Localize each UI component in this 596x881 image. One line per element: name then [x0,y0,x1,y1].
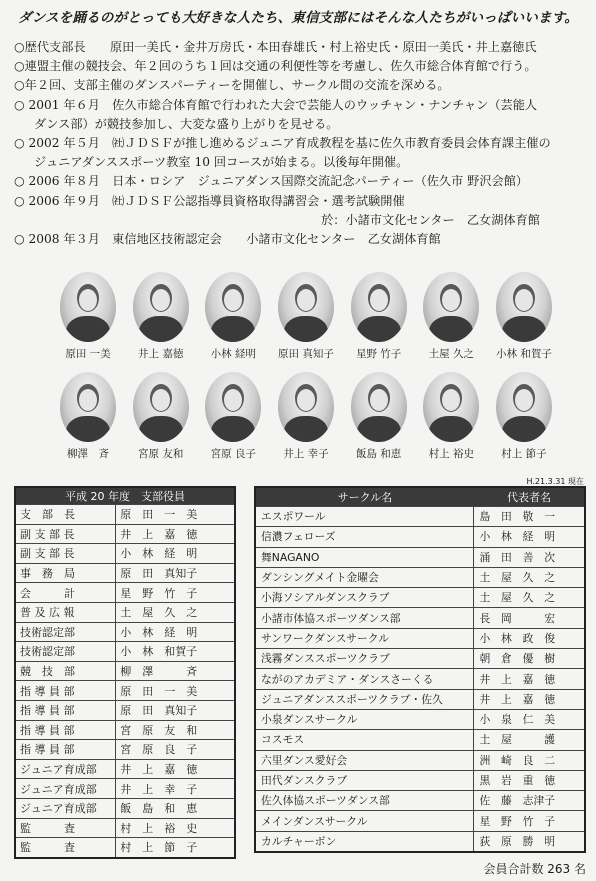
officer-row [15,681,235,701]
portrait-photo [423,372,479,442]
circle-row [255,608,585,628]
officer-name: 井 上 幸 子 [116,779,235,799]
officer-role: 副 支 部 長 [15,544,116,564]
as-of-date: H.21.3.31 現在 [526,477,584,486]
officer-role: 監 査 [15,818,116,838]
officer-name: 宮 原 友 和 [116,720,235,740]
officer-row [15,759,235,779]
circle-row [255,547,585,567]
photo-caption: 飯島 和恵 [355,448,402,460]
officer-row [15,583,235,603]
officer-role: 競 技 部 [15,661,116,681]
history-item: ○連盟主催の競技会、年２回のうち１回は交通の利便性等を考慮し、佐久市総合体育館で行う。 [14,59,537,74]
circle-representative: 井 上 嘉 徳 [474,669,585,689]
officer-photo-card [201,372,265,461]
portrait-photo [60,372,116,442]
circle-name: 浅霧ダンススポーツクラブ [255,649,474,669]
portrait-photo [133,372,189,442]
history-list [14,38,588,249]
history-item: 於：小諸市文化センター 乙女湖体育館 [321,212,540,227]
circle-row [255,507,585,527]
circle-representative: 土 屋 久 之 [474,588,585,608]
circle-representative: 小 泉 仁 美 [474,709,585,729]
officer-photo-card [56,372,120,461]
officer-row [15,622,235,642]
circle-representative: 涌 田 善 次 [474,547,585,567]
officer-role: 指 導 員 部 [15,720,116,740]
photo-caption: 土屋 久之 [428,348,474,360]
circles-header-name: サークル名 [255,487,474,507]
officer-name: 土 屋 久 之 [116,602,235,622]
circle-name: コスモス [255,730,474,750]
circle-representative: 井 上 嘉 徳 [474,689,585,709]
officer-photo-card [56,272,120,361]
officer-row [15,563,235,583]
portrait-photo [496,372,552,442]
photo-caption: 星野 竹子 [355,348,402,360]
circle-row [255,811,585,831]
portrait-photo [133,272,189,342]
photo-caption: 井上 嘉徳 [137,348,184,360]
officer-row [15,779,235,799]
circle-name: 信濃フェローズ [255,527,474,547]
officer-name: 飯 島 和 恵 [116,798,235,818]
officer-name: 小 林 経 明 [116,544,235,564]
officer-photo-card [492,272,556,361]
history-item: ○ 2006 年９月 ㈳ＪＤＳＦ公認指導員資格取得講習会・選考試験開催 [14,193,405,208]
portrait-photo [205,272,261,342]
officer-row [15,544,235,564]
history-item: ○ 2008 年３月 東信地区技術認定会 小諸市文化センター 乙女湖体育館 [14,232,441,247]
circle-row [255,567,585,587]
photo-caption: 原田 真知子 [278,348,334,360]
officer-role: 監 査 [15,838,116,858]
history-item: ○ 2001 年６月 佐久市総合体育館で行われた大会で芸能人のウッチャン・ナンチャン（芸能人 [14,97,538,112]
circle-representative: 星 野 竹 子 [474,811,585,831]
officer-role: 指 導 員 部 [15,700,116,720]
officer-name: 村 上 節 子 [116,838,235,858]
officer-photo-card [419,272,483,361]
officer-row [15,740,235,760]
portrait-photo [60,272,116,342]
circle-row [255,709,585,729]
officer-photo-card [129,372,193,461]
portrait-photo [351,372,407,442]
officer-photo-card [274,272,338,361]
officer-name: 原 田 一 美 [116,505,235,525]
officer-name: 柳 澤 斉 [116,661,235,681]
circle-representative: 島 田 敬 一 [474,507,585,527]
officer-row [15,602,235,622]
officer-row [15,642,235,662]
officer-role: ジュニア育成部 [15,798,116,818]
circle-representative: 長 岡 宏 [474,608,585,628]
history-item: ○ 2006 年８月 日本・ロシア ジュニアダンス国際交流記念パーティー（佐久市 野沢会館） [14,174,529,189]
portrait-photo [496,272,552,342]
officer-name: 井 上 嘉 徳 [116,524,235,544]
officer-name: 星 野 竹 子 [116,583,235,603]
circle-name: 舞NAGANO [255,547,474,567]
officer-photo-card [347,372,411,461]
officer-photo-card [201,272,265,361]
circle-representative: 朝 倉 優 樹 [474,649,585,669]
officer-row [15,505,235,525]
officer-name: 井 上 嘉 徳 [116,759,235,779]
officer-name: 原 田 真知子 [116,563,235,583]
circle-name: ダンシングメイト金曜会 [255,567,474,587]
circle-name: 六里ダンス愛好会 [255,750,474,770]
portrait-photo [205,372,261,442]
circle-name: 小諸市体協スポーツダンス部 [255,608,474,628]
circle-name: ジュニアダンススポーツクラブ・佐久 [255,689,474,709]
officer-name: 宮 原 良 子 [116,740,235,760]
circle-name: エスポワール [255,507,474,527]
photo-caption: 柳澤 斉 [67,448,109,460]
circle-name: カルチャーボン [255,831,474,852]
officer-role: 副 支 部 長 [15,524,116,544]
circle-row [255,770,585,790]
officer-role: 指 導 員 部 [15,681,116,701]
circle-name: サンワークダンスサークル [255,628,474,648]
headline: ダンスを踊るのがとっても大好きな人たち、東信支部にはそんな人たちがいっぱいいます。 [17,10,579,26]
circle-row [255,588,585,608]
photo-caption: 小林 経明 [210,348,256,360]
photo-caption: 宮原 友和 [137,448,184,460]
officer-row [15,700,235,720]
circle-representative: 小 林 経 明 [474,527,585,547]
history-item: ダンス部）が競技参加し、大変な盛り上がりを見せる。 [34,116,339,131]
circle-row [255,791,585,811]
member-total: 会員合計数 263 名 [483,862,586,876]
photo-caption: 村上 裕史 [428,448,474,460]
portrait-photo [278,272,334,342]
photo-caption: 村上 節子 [501,448,547,460]
officer-photos-row-2 [56,372,556,461]
circle-name: メインダンスサークル [255,811,474,831]
officers-table [14,486,236,859]
photo-caption: 井上 幸子 [283,448,329,460]
officers-table-title: 平成 20 年度 支部役員 [15,487,235,505]
history-item: ○歴代支部長 原田一美氏・金井万房氏・本田春雄氏・村上裕史氏・原田一美氏・井上嘉徳氏 [14,40,537,54]
circle-name: 田代ダンスクラブ [255,770,474,790]
officer-role: 指 導 員 部 [15,740,116,760]
circle-representative: 小 林 政 俊 [474,628,585,648]
circle-representative: 土 屋 護 [474,730,585,750]
portrait-photo [278,372,334,442]
officer-photos-row-1 [56,272,556,361]
officer-row [15,524,235,544]
circle-name: ながのアカデミア・ダンスさーくる [255,669,474,689]
circle-row [255,527,585,547]
portrait-photo [423,272,479,342]
circle-row [255,689,585,709]
circle-name: 小海ソシアルダンスクラブ [255,588,474,608]
circle-name: 小泉ダンスサークル [255,709,474,729]
circle-row [255,730,585,750]
circle-representative: 黒 岩 重 徳 [474,770,585,790]
officer-row [15,798,235,818]
officer-name: 小 林 和賀子 [116,642,235,662]
officer-name: 原 田 一 美 [116,681,235,701]
history-item: ジュニアダンススポーツ教室 10 回コースが始まる。以後毎年開催。 [34,155,409,170]
circle-representative: 佐 藤 志津子 [474,791,585,811]
officer-name: 原 田 真知子 [116,700,235,720]
circle-representative: 洲 崎 良 二 [474,750,585,770]
officer-photo-card [419,372,483,461]
photo-caption: 原田 一美 [65,348,111,360]
circle-row [255,669,585,689]
photo-caption: 小林 和賀子 [496,348,552,360]
circles-table [254,486,586,853]
officer-role: 事 務 局 [15,563,116,583]
circle-row [255,750,585,770]
officer-role: ジュニア育成部 [15,779,116,799]
circle-row [255,628,585,648]
officer-row [15,838,235,858]
officer-role: 技術認定部 [15,642,116,662]
circle-name: 佐久体協スポーツダンス部 [255,791,474,811]
officer-photo-card [129,272,193,361]
officer-photo-card [492,372,556,461]
circle-row [255,831,585,852]
officer-row [15,661,235,681]
officer-row [15,818,235,838]
officer-role: 会 計 [15,583,116,603]
officer-name: 小 林 経 明 [116,622,235,642]
officer-role: 支 部 長 [15,505,116,525]
officer-role: 普 及 広 報 [15,602,116,622]
officer-role: 技術認定部 [15,622,116,642]
history-item: ○ 2002 年５月 ㈳ＪＤＳＦが推し進めるジュニア育成教程を基に佐久市教育委員会体育課主催の [14,136,551,151]
portrait-photo [351,272,407,342]
officer-row [15,720,235,740]
officer-photo-card [347,272,411,361]
officer-name: 村 上 裕 史 [116,818,235,838]
circle-representative: 土 屋 久 之 [474,567,585,587]
circle-representative: 荻 原 勝 明 [474,831,585,852]
photo-caption: 宮原 良子 [210,448,256,460]
history-item: ○年２回、支部主催のダンスパーティーを開催し、サークル間の交流を深める。 [14,78,450,93]
officer-photo-card [274,372,338,461]
circle-row [255,649,585,669]
circles-header-rep: 代表者名 [474,487,585,507]
officer-role: ジュニア育成部 [15,759,116,779]
